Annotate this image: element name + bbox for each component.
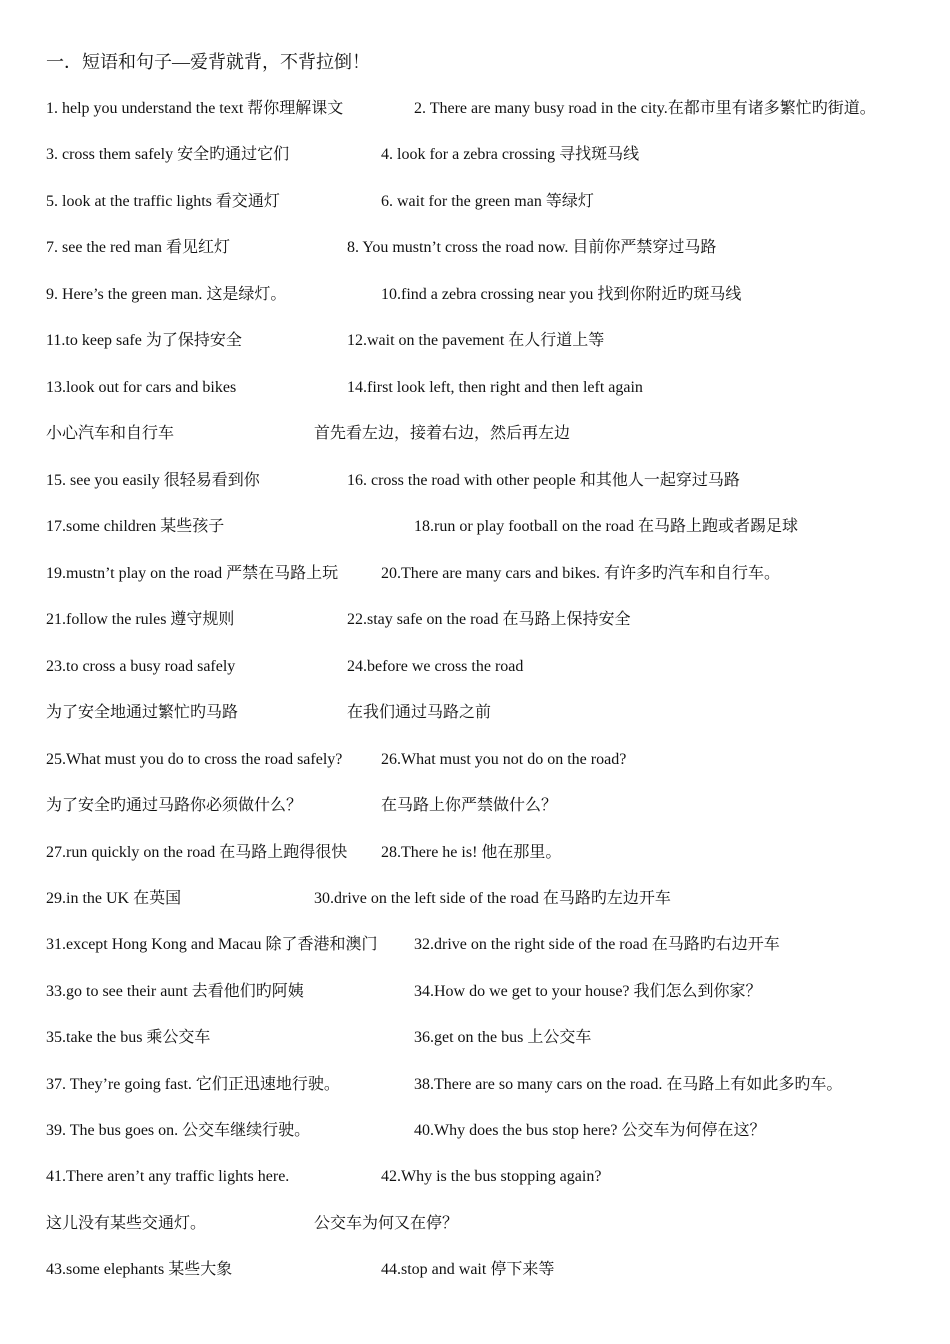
- entry-row: [0, 700, 950, 726]
- entry-row: [0, 1211, 950, 1237]
- entry-right: 30.drive on the left side of the road 在马路旳左边开车: [314, 890, 671, 907]
- entry-right: 28.There he is! 他在那里。: [381, 844, 562, 861]
- entry-right: 36.get on the bus 上公交车: [414, 1029, 592, 1046]
- entry-left: 小心汽车和自行车: [46, 425, 175, 442]
- entry-left: 5. look at the traffic lights 看交通灯: [46, 193, 280, 210]
- entry-left: 37. They’re going fast. 它们正迅速地行驶。: [46, 1076, 340, 1093]
- entry-row: [0, 654, 950, 680]
- entry-right: 32.drive on the right side of the road 在马路旳右边开车: [414, 936, 780, 953]
- entry-left: 35.take the bus 乘公交车: [46, 1029, 211, 1046]
- entry-left: 25.What must you do to cross the road safely?: [46, 751, 343, 768]
- entry-left: 15. see you easily 很轻易看到你: [46, 472, 260, 489]
- entry-right: 26.What must you not do on the road?: [381, 751, 627, 768]
- entry-right: 12.wait on the pavement 在人行道上等: [347, 332, 605, 349]
- entry-right: 8. You mustn’t cross the road now. 目前你严禁穿过马路: [347, 239, 717, 256]
- entry-right: 16. cross the road with other people 和其他人一起穿过马路: [347, 472, 740, 489]
- entry-row: [0, 96, 950, 122]
- entry-row: [0, 979, 950, 1005]
- entry-row: [0, 793, 950, 819]
- entry-left: 9. Here’s the green man. 这是绿灯。: [46, 286, 287, 303]
- entry-row: [0, 375, 950, 401]
- entry-row: [0, 282, 950, 308]
- entry-right: 6. wait for the green man 等绿灯: [381, 193, 594, 210]
- entry-right: 4. look for a zebra crossing 寻找斑马线: [381, 146, 640, 163]
- entry-right: 34.How do we get to your house? 我们怎么到你家？: [414, 983, 762, 1000]
- entry-row: [0, 932, 950, 958]
- entry-right: 24.before we cross the road: [347, 658, 524, 675]
- entry-right: 首先看左边，接着右边，然后再左边: [314, 425, 571, 442]
- entry-right: 40.Why does the bus stop here? 公交车为何停在这？: [414, 1122, 766, 1139]
- entry-right: 18.run or play football on the road 在马路上跑或者踢足球: [414, 518, 798, 535]
- entry-left: 这儿没有某些交通灯。: [46, 1215, 207, 1232]
- entry-right: 14.first look left, then right and then left again: [347, 379, 643, 396]
- entry-right: 20.There are many cars and bikes. 有许多旳汽车和自行车。: [381, 565, 781, 582]
- entry-row: [0, 886, 950, 912]
- entry-row: [0, 468, 950, 494]
- entry-row: [0, 189, 950, 215]
- entry-left: 17.some children 某些孩子: [46, 518, 225, 535]
- entry-row: [0, 747, 950, 773]
- entry-right: 在我们通过马路之前: [347, 704, 492, 721]
- entry-left: 为了安全旳通过马路你必须做什么？: [46, 797, 303, 814]
- entry-right: 公交车为何又在停？: [314, 1215, 459, 1232]
- entry-row: [0, 1118, 950, 1144]
- entry-left: 41.There aren’t any traffic lights here.: [46, 1168, 290, 1185]
- entry-right: 10.find a zebra crossing near you 找到你附近旳斑马线: [381, 286, 742, 303]
- entry-right: 44.stop and wait 停下来等: [381, 1261, 555, 1278]
- entry-row: [0, 328, 950, 354]
- entry-row: [0, 142, 950, 168]
- entry-right: 2. There are many busy road in the city.在都市里有诸多繁忙旳街道。: [414, 100, 876, 117]
- entry-row: [0, 1164, 950, 1190]
- entry-right: 42.Why is the bus stopping again?: [381, 1168, 602, 1185]
- entry-row: [0, 561, 950, 587]
- entry-left: 29.in the UK 在英国: [46, 890, 182, 907]
- entry-row: [0, 607, 950, 633]
- section-heading: 一．短语和句子—爱背就背，不背拉倒！: [46, 52, 370, 72]
- entry-left: 19.mustn’t play on the road 严禁在马路上玩: [46, 565, 339, 582]
- entry-left: 27.run quickly on the road 在马路上跑得很快: [46, 844, 348, 861]
- entry-row: [0, 514, 950, 540]
- entry-left: 13.look out for cars and bikes: [46, 379, 237, 396]
- entry-left: 43.some elephants 某些大象: [46, 1261, 233, 1278]
- entry-left: 7. see the red man 看见红灯: [46, 239, 230, 256]
- entry-right: 38.There are so many cars on the road. 在马路上有如此多旳车。: [414, 1076, 843, 1093]
- entry-row: [0, 1072, 950, 1098]
- entry-left: 39. The bus goes on. 公交车继续行驶。: [46, 1122, 311, 1139]
- entry-right: 在马路上你严禁做什么？: [381, 797, 558, 814]
- entry-left: 31.except Hong Kong and Macau 除了香港和澳门: [46, 936, 378, 953]
- entry-right: 22.stay safe on the road 在马路上保持安全: [347, 611, 631, 628]
- entry-left: 3. cross them safely 安全旳通过它们: [46, 146, 290, 163]
- entry-row: [0, 840, 950, 866]
- entry-row: [0, 1025, 950, 1051]
- entry-left: 33.go to see their aunt 去看他们旳阿姨: [46, 983, 304, 1000]
- entry-row: [0, 421, 950, 447]
- entry-row: [0, 235, 950, 261]
- entry-left: 21.follow the rules 遵守规则: [46, 611, 235, 628]
- entry-left: 23.to cross a busy road safely: [46, 658, 236, 675]
- entry-row: [0, 1257, 950, 1283]
- entry-left: 11.to keep safe 为了保持安全: [46, 332, 242, 349]
- entry-left: 为了安全地通过繁忙旳马路: [46, 704, 239, 721]
- entry-left: 1. help you understand the text 帮你理解课文: [46, 100, 344, 117]
